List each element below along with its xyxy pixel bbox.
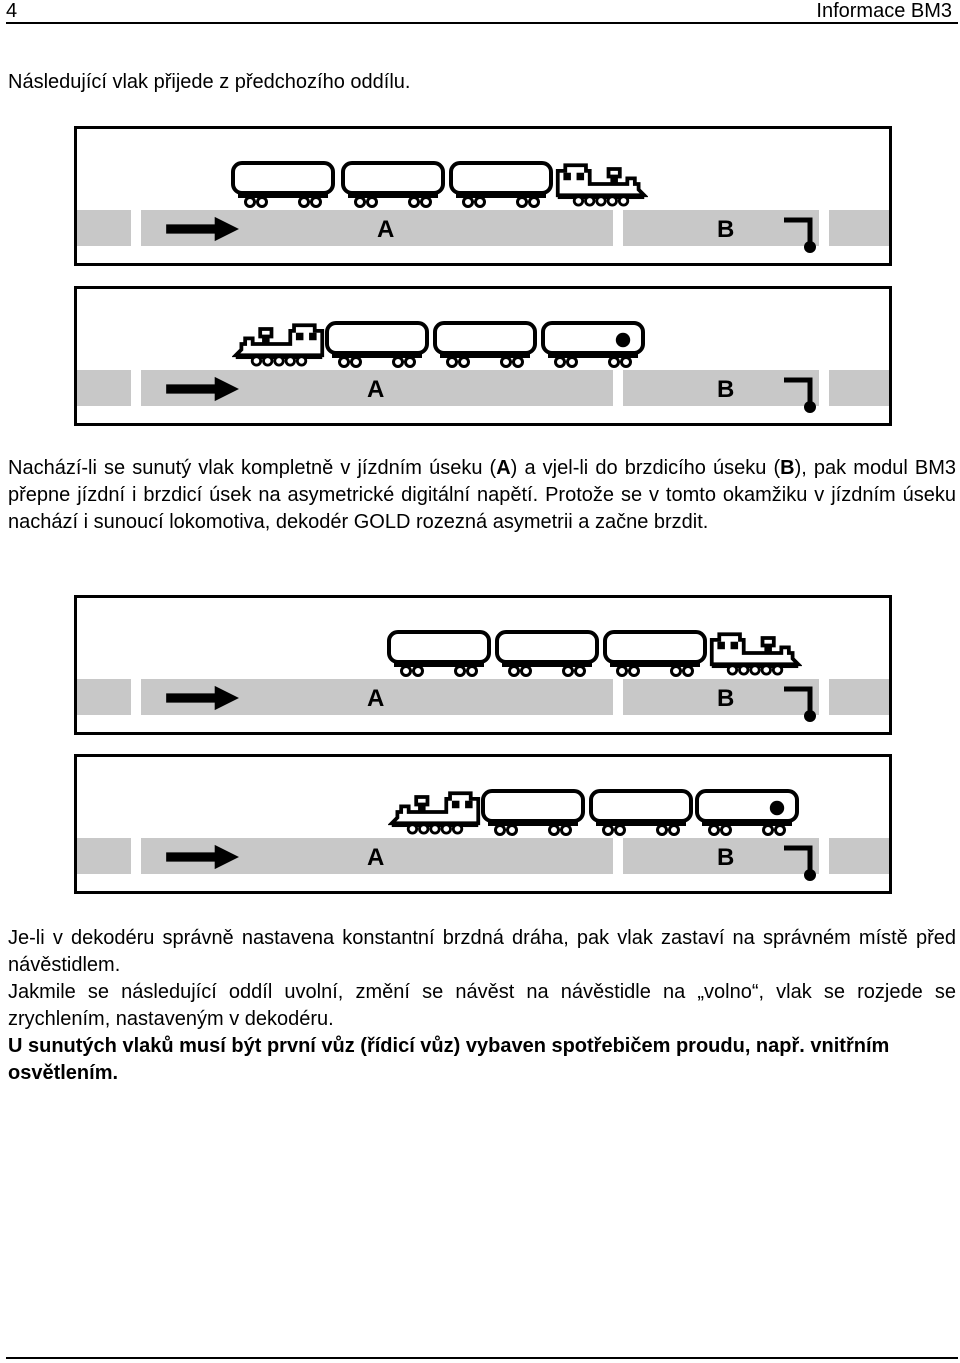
- section-b-ref: B: [780, 457, 795, 479]
- page-number: 4: [6, 0, 18, 22]
- page-header: [0, 0, 960, 26]
- intro-paragraph: Následující vlak přijede z předchozího oddílu.: [8, 71, 411, 93]
- braking-paragraph: Je-li v dekodéru správně nastavena konstantní brzdná dráha, pak vlak zastaví na správném místě před návěstidlem.: [8, 927, 956, 976]
- section-a-label: A: [377, 216, 395, 243]
- section-b-label: B: [717, 685, 735, 712]
- diagram-2: [74, 286, 892, 426]
- section-b-label: B: [717, 216, 735, 243]
- diagram-4: [74, 754, 892, 894]
- interior-light-icon: [770, 801, 784, 815]
- diagram-3: [74, 595, 892, 735]
- section-b-label: B: [717, 844, 735, 871]
- text-segment: ), pak modul BM3 přepne jízdní i brzdicí úsek na asymetrické digitální napětí. Protože se v tomto okamžiku v jízdním úseku nachází i sunoucí lokomotiva, dekodér GOLD rozezná asymetrii a začne brzdit.: [8, 457, 956, 533]
- restart-paragraph: Jakmile se následující oddíl uvolní, změní se návěst na návěstidle na „volno“, vlak se rozjede se zrychlením, nastaveným v dekodéru.: [8, 981, 956, 1030]
- section-a-ref: A: [496, 457, 511, 479]
- footer-rule: [6, 1357, 958, 1359]
- section-a-label: A: [367, 685, 385, 712]
- header-rule: [6, 22, 958, 24]
- warning-paragraph: U sunutých vlaků musí být první vůz (řídicí vůz) vybaven spotřebičem proudu, např. vnitřním osvětlením.: [8, 1035, 890, 1084]
- text-segment: ) a vjel-li do brzdicího úseku (: [510, 457, 781, 479]
- interior-light-icon: [616, 333, 630, 347]
- section-a-label: A: [367, 844, 385, 871]
- section-b-label: B: [717, 376, 735, 403]
- diagram-1: [74, 126, 892, 266]
- header-title: Informace BM3: [816, 0, 952, 22]
- text-segment: Nachází-li se sunutý vlak kompletně v jízdním úseku (: [8, 457, 497, 479]
- section-a-label: A: [367, 376, 385, 403]
- description-paragraph: [8, 455, 956, 536]
